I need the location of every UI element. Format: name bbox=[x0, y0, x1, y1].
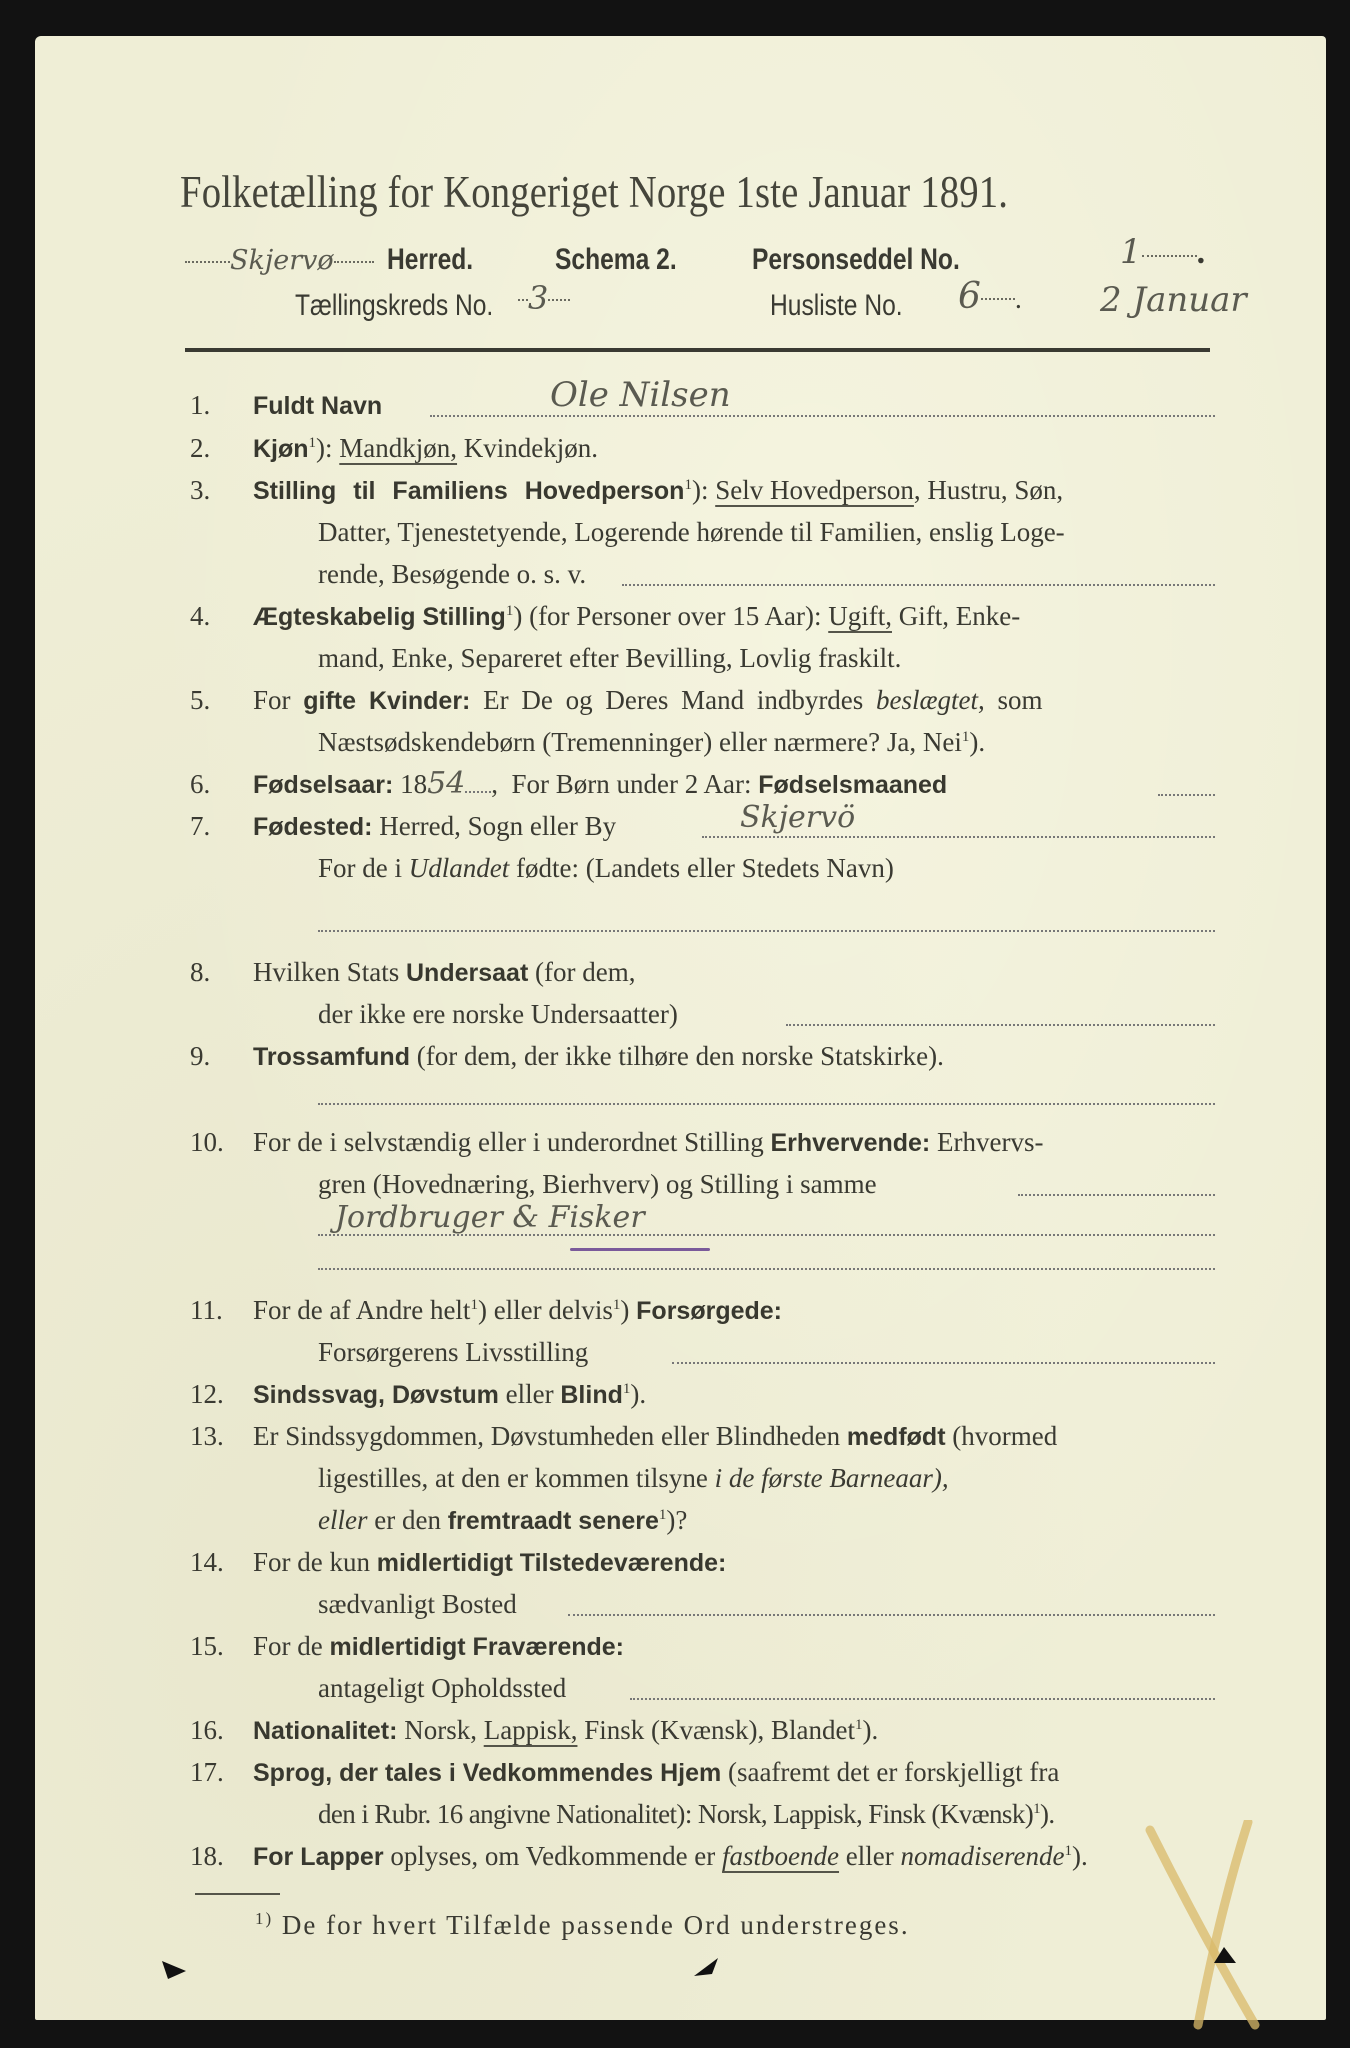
item-text: Datter, Tjenestetyende, Logerende hørende til Familien, enslig Loge- bbox=[318, 517, 1065, 547]
item-text: eller bbox=[845, 1841, 894, 1871]
item-label: gifte Kvinder: bbox=[303, 687, 471, 715]
item-number: 7. bbox=[190, 811, 211, 841]
footnote-ref: 1 bbox=[854, 1717, 863, 1733]
footnote bbox=[255, 1910, 910, 1941]
item-text: eller delvis bbox=[493, 1295, 613, 1325]
option-selected[interactable]: Ugift, bbox=[828, 601, 892, 631]
item-text: (for dem, der ikke tilhøre den norske Statskirke). bbox=[416, 1041, 944, 1071]
answer-line bbox=[1158, 794, 1215, 796]
item-text-italic: eller bbox=[318, 1505, 368, 1535]
item-text: eller bbox=[505, 1379, 554, 1409]
dotted-leader bbox=[518, 299, 528, 301]
item-text: (saafremt det er forskjelligt fra bbox=[727, 1757, 1060, 1787]
item-text: antageligt Opholdssted bbox=[318, 1673, 567, 1703]
footnote-ref: 1 bbox=[684, 477, 692, 493]
item-number: 13. bbox=[190, 1421, 224, 1451]
item-number: 10. bbox=[190, 1127, 224, 1157]
item-text: (for Personer over 15 Aar): bbox=[529, 601, 822, 631]
item-label: Kjøn bbox=[253, 435, 309, 463]
item-text: For de bbox=[253, 1631, 323, 1661]
item-text: der ikke ere norske Undersaatter) bbox=[318, 999, 678, 1029]
item-text: Erhvervs- bbox=[937, 1127, 1044, 1157]
answer-line bbox=[630, 1698, 1215, 1700]
item-label: midlertidigt Fraværende: bbox=[329, 1633, 624, 1661]
item-number: 4. bbox=[190, 601, 211, 631]
item-text-italic: beslægtet, bbox=[876, 685, 985, 715]
birth-year-value[interactable]: 54 bbox=[427, 766, 466, 801]
item-text: Er De og Deres Mand indbyrdes bbox=[483, 685, 864, 715]
item-text: )? bbox=[666, 1505, 688, 1535]
answer-line bbox=[622, 584, 1215, 586]
dotted-leader bbox=[185, 261, 230, 263]
footnote-ref: 1 bbox=[470, 1297, 478, 1313]
item-text: Næstsødskendebørn (Tremenninger) eller nærmere? Ja, Nei bbox=[318, 727, 962, 757]
answer-line bbox=[672, 1362, 1215, 1364]
header-husliste bbox=[770, 286, 932, 326]
footnote-rule bbox=[195, 1893, 280, 1895]
item-number: 3. bbox=[190, 475, 211, 505]
item-text: Gift, Enke- bbox=[898, 601, 1021, 631]
header-line-herred bbox=[185, 240, 492, 281]
item-label: Erhvervende: bbox=[770, 1129, 931, 1157]
answer-line bbox=[786, 1024, 1215, 1026]
birthplace-value[interactable]: Skjervö bbox=[740, 800, 856, 835]
item-text: ligestilles, at den er kommen tilsyne bbox=[318, 1463, 708, 1493]
item-number: 5. bbox=[190, 685, 211, 715]
item-label: Nationalitet: bbox=[253, 1717, 398, 1745]
item-label: Blind bbox=[560, 1381, 623, 1409]
item-text: fødte: (Landets eller Stedets Navn) bbox=[516, 853, 894, 883]
answer-line bbox=[318, 1268, 1215, 1270]
item-label: For Lapper bbox=[253, 1843, 384, 1871]
footnote-ref: 1 bbox=[308, 435, 317, 451]
item-text: For de i bbox=[318, 853, 402, 883]
footnote-ref: 1 bbox=[961, 729, 970, 745]
item-label: Fuldt Navn bbox=[253, 392, 383, 420]
pinhole-mark bbox=[160, 1955, 200, 1995]
item-text: For Børn under 2 Aar: bbox=[511, 769, 752, 799]
item-text: Hvilken Stats bbox=[253, 957, 400, 987]
item-label: Trossamfund bbox=[253, 1043, 410, 1071]
item-number: 8. bbox=[190, 957, 211, 987]
pinhole-mark bbox=[1210, 1945, 1250, 1985]
item-text: Forsørgerens Livsstilling bbox=[318, 1337, 589, 1367]
husliste-value: 6 bbox=[958, 276, 981, 317]
footnote-ref: 1 bbox=[658, 1507, 667, 1523]
dotted-leader bbox=[981, 298, 1015, 300]
item-label: Fødested: bbox=[253, 813, 373, 841]
pinhole-mark bbox=[690, 1950, 730, 1990]
footnote-ref: 1 bbox=[612, 1297, 621, 1313]
item-label: Undersaat bbox=[406, 959, 529, 987]
footnote-text: De for hvert Tilfælde passende Ord understreges. bbox=[281, 1910, 910, 1940]
item-text-italic: i de første Barneaar), bbox=[714, 1463, 949, 1493]
personseddel-label: Personseddel No. bbox=[752, 243, 960, 276]
option[interactable]: nomadiserende bbox=[900, 1841, 1065, 1871]
item-label: medfødt bbox=[846, 1423, 946, 1451]
option[interactable]: Kvindekjøn. bbox=[463, 433, 599, 463]
footnote-ref: 1 bbox=[1064, 1843, 1072, 1859]
option-selected[interactable]: fastboende bbox=[722, 1841, 840, 1871]
item-text: Finsk (Kvænsk), Blandet bbox=[584, 1715, 855, 1745]
dotted-leader bbox=[548, 299, 570, 301]
taellingskreds-label: Tællingskreds No. bbox=[295, 289, 494, 322]
item-label: Fødselsmaaned bbox=[758, 771, 948, 799]
item-number: 18. bbox=[190, 1841, 224, 1871]
item-label: Sindssvag, Døvstum bbox=[253, 1381, 499, 1409]
footnote-marker: 1) bbox=[255, 1909, 274, 1928]
header-personseddel bbox=[752, 240, 1005, 280]
option[interactable]: Norsk, bbox=[404, 1715, 477, 1745]
item-label: Ægteskabelig Stilling bbox=[253, 603, 506, 631]
husliste-label: Husliste No. bbox=[770, 289, 903, 322]
item-number: 2. bbox=[190, 433, 211, 463]
taellingskreds-field bbox=[518, 278, 570, 318]
dotted-leader bbox=[1142, 255, 1197, 257]
answer-line bbox=[568, 1614, 1215, 1616]
crayon-x-mark bbox=[1130, 1820, 1270, 2030]
item-label: fremtraadt senere bbox=[447, 1507, 659, 1535]
item-text: For de i selvstændig eller i underordnet Stilling bbox=[253, 1127, 764, 1157]
item-label: Sprog, der tales i Vedkommendes Hjem bbox=[253, 1759, 722, 1787]
item-text: (for dem, bbox=[535, 957, 636, 987]
item-text: sædvanligt Bosted bbox=[318, 1589, 517, 1619]
item-text-italic: Udlandet bbox=[408, 853, 510, 883]
answer-line bbox=[318, 1103, 1215, 1105]
footnote-ref: 1 bbox=[622, 1381, 631, 1397]
herred-label: Herred. bbox=[386, 243, 473, 276]
item-number: 6. bbox=[190, 769, 211, 799]
item-number: 11. bbox=[190, 1295, 223, 1325]
violet-underline bbox=[570, 1248, 710, 1251]
item-number: 1. bbox=[190, 390, 211, 420]
dotted-leader bbox=[334, 261, 374, 263]
option-selected[interactable]: Mandkjøn, bbox=[339, 433, 458, 463]
personseddel-value: 1 bbox=[1120, 232, 1142, 272]
item-label: midlertidigt Tilstedeværende: bbox=[376, 1549, 727, 1577]
header-line-taellingskreds bbox=[295, 286, 537, 326]
full-name-value[interactable]: Ole Nilsen bbox=[550, 375, 731, 415]
item-text: Herred, Sogn eller By bbox=[379, 811, 617, 841]
occupation-value[interactable]: Jordbruger & Fisker bbox=[335, 1200, 645, 1235]
answer-line bbox=[318, 930, 1215, 932]
item-label: Fødselsaar: bbox=[253, 771, 394, 799]
option-selected[interactable]: Selv Hovedperson bbox=[715, 475, 914, 505]
item-number: 14. bbox=[190, 1547, 224, 1577]
item-number: 16. bbox=[190, 1715, 224, 1745]
herred-value: Skjervø bbox=[230, 245, 334, 276]
personseddel-field: 1 . bbox=[1120, 232, 1206, 272]
item-text: Er Sindssygdommen, Døvstumheden eller Blindheden bbox=[253, 1421, 841, 1451]
item-number: 17. bbox=[190, 1757, 224, 1787]
footnote-ref: 1 bbox=[1033, 1801, 1041, 1817]
item-text: rende, Besøgende o. s. v. bbox=[318, 559, 587, 589]
answer-line bbox=[465, 765, 491, 793]
item-text: For bbox=[253, 685, 291, 715]
answer-line bbox=[430, 415, 1215, 417]
husliste-field: 6 . bbox=[958, 276, 1022, 317]
footnote-ref: 1 bbox=[505, 603, 514, 619]
item-text: er den bbox=[374, 1505, 441, 1535]
item-text: For de af Andre helt bbox=[253, 1295, 471, 1325]
item-text: For de kun bbox=[253, 1547, 370, 1577]
item-text: oplyses, om Vedkommende er bbox=[390, 1841, 716, 1871]
item-text: 18 bbox=[400, 769, 428, 799]
taellingskreds-value: 3 bbox=[528, 279, 549, 317]
item-text: som bbox=[997, 685, 1043, 715]
item-number: 12. bbox=[190, 1379, 224, 1409]
husliste-note: 2 Januar bbox=[1100, 280, 1247, 320]
schema-label: Schema 2. bbox=[555, 243, 677, 276]
item-label: Forsørgede: bbox=[636, 1297, 783, 1325]
item-text: den i Rubr. 16 angivne Nationalitet): Norsk, Lappisk, Finsk (Kvænsk) bbox=[318, 1799, 1034, 1829]
form-title: Folketælling for Kongeriget Norge 1ste Januar 1891. bbox=[180, 167, 1009, 217]
item-text: gren (Hovednæring, Bierhverv) og Stilling i samme bbox=[318, 1169, 877, 1199]
item-number: 15. bbox=[190, 1631, 224, 1661]
item-number: 9. bbox=[190, 1041, 211, 1071]
answer-line bbox=[1018, 1194, 1215, 1196]
item-text: (hvormed bbox=[952, 1421, 1058, 1451]
item-text: mand, Enke, Separeret efter Bevilling, Lovlig fraskilt. bbox=[318, 643, 902, 673]
item-label: Stilling til Familiens Hovedperson bbox=[253, 477, 685, 505]
header-rule bbox=[185, 348, 1210, 352]
header-schema bbox=[555, 240, 703, 280]
option-selected[interactable]: Lappisk, bbox=[483, 1715, 578, 1745]
item-1 bbox=[190, 375, 1215, 425]
